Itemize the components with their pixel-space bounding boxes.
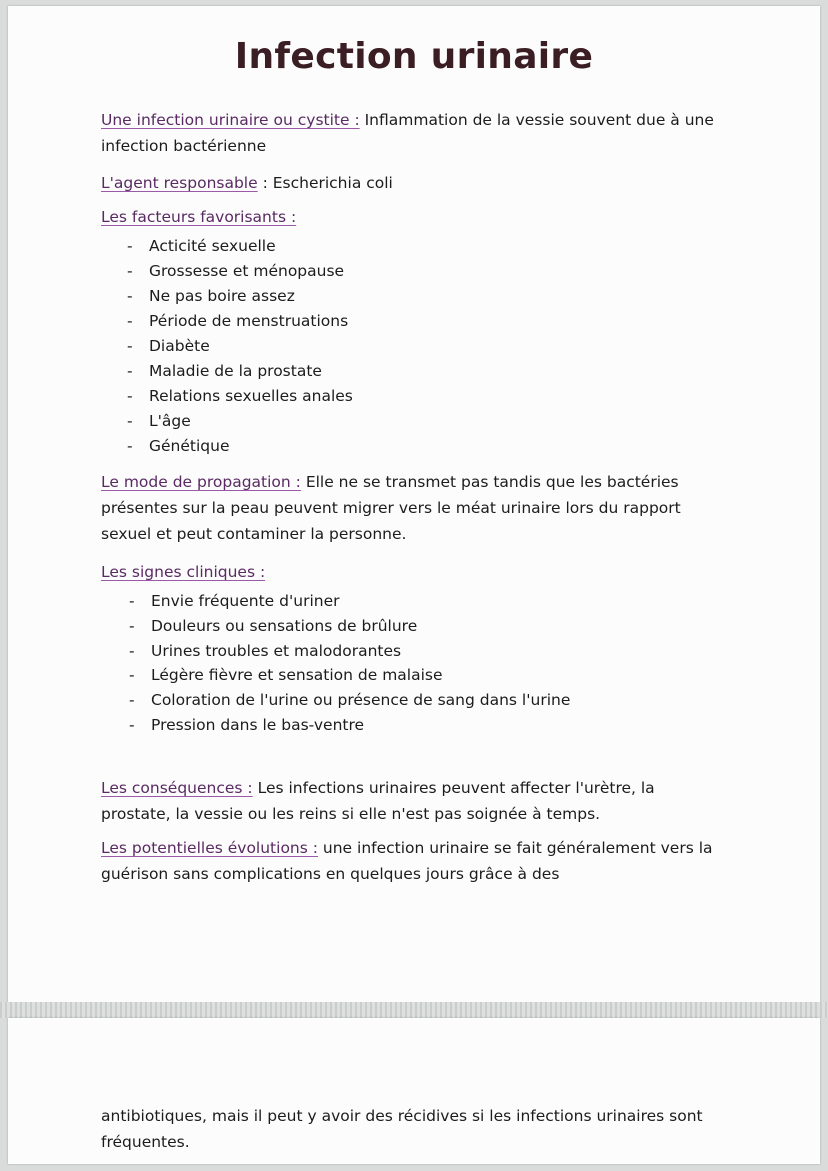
consequences-text: Les infections urinaires peuvent affecter l'urètre, la prostate, la vessie ou les reins si elle n'est pas soignée à temps. bbox=[101, 779, 655, 823]
consequences-label: Les conséquences : bbox=[101, 779, 253, 797]
list-item: - Relations sexuelles anales bbox=[127, 384, 353, 409]
facteurs-list bbox=[127, 234, 353, 459]
propagation-text: Elle ne se transmet pas tandis que les bactéries présentes sur la peau peuvent migrer vers le méat urinaire lors du rapport sexuel et peut contaminer la personne. bbox=[101, 473, 681, 543]
propagation-paragraph bbox=[101, 469, 721, 547]
agent-text: : Escherichia coli bbox=[257, 174, 393, 192]
page-separator bbox=[0, 1002, 828, 1018]
document-page-1 bbox=[8, 6, 820, 1002]
evolutions-paragraph bbox=[101, 835, 721, 887]
propagation-label: Le mode de propagation : bbox=[101, 473, 301, 491]
continuation-paragraph: antibiotiques, mais il peut y avoir des récidives si les infections urinaires sont fréquentes. bbox=[101, 1107, 703, 1151]
list-item: - Légère fièvre et sensation de malaise bbox=[129, 663, 570, 688]
list-item: - Maladie de la prostate bbox=[127, 359, 353, 384]
definition-label: Une infection urinaire ou cystite : bbox=[101, 111, 360, 129]
list-item: - Acticité sexuelle bbox=[127, 234, 353, 259]
list-item: - Coloration de l'urine ou présence de sang dans l'urine bbox=[129, 688, 570, 713]
agent-paragraph bbox=[101, 170, 721, 196]
list-item: - Période de menstruations bbox=[127, 309, 353, 334]
list-item: - Pression dans le bas-ventre bbox=[129, 713, 570, 738]
list-item: - Douleurs ou sensations de brûlure bbox=[129, 614, 570, 639]
definition-text: Inflammation de la vessie souvent due à une infection bactérienne bbox=[101, 111, 714, 155]
definition-paragraph bbox=[101, 107, 721, 159]
agent-label: L'agent responsable bbox=[101, 174, 258, 192]
facteurs-heading bbox=[101, 204, 721, 230]
signes-heading bbox=[101, 559, 721, 585]
signes-label: Les signes cliniques : bbox=[101, 563, 266, 581]
list-item: - Génétique bbox=[127, 434, 353, 459]
list-item: - Ne pas boire assez bbox=[127, 284, 353, 309]
list-item: - L'âge bbox=[127, 409, 353, 434]
evolutions-text: une infection urinaire se fait généralement vers la guérison sans complications en quelques jours grâce à des bbox=[101, 839, 713, 883]
signes-list bbox=[129, 589, 570, 738]
list-item: - Diabète bbox=[127, 334, 353, 359]
list-item: - Urines troubles et malodorantes bbox=[129, 639, 570, 664]
document-page-2 bbox=[8, 1018, 820, 1164]
evolutions-label: Les potentielles évolutions : bbox=[101, 839, 318, 857]
list-item: - Grossesse et ménopause bbox=[127, 259, 353, 284]
document-title: Infection urinaire bbox=[234, 36, 594, 77]
list-item: - Envie fréquente d'uriner bbox=[129, 589, 570, 614]
facteurs-label: Les facteurs favorisants : bbox=[101, 208, 297, 226]
consequences-paragraph bbox=[101, 775, 721, 827]
